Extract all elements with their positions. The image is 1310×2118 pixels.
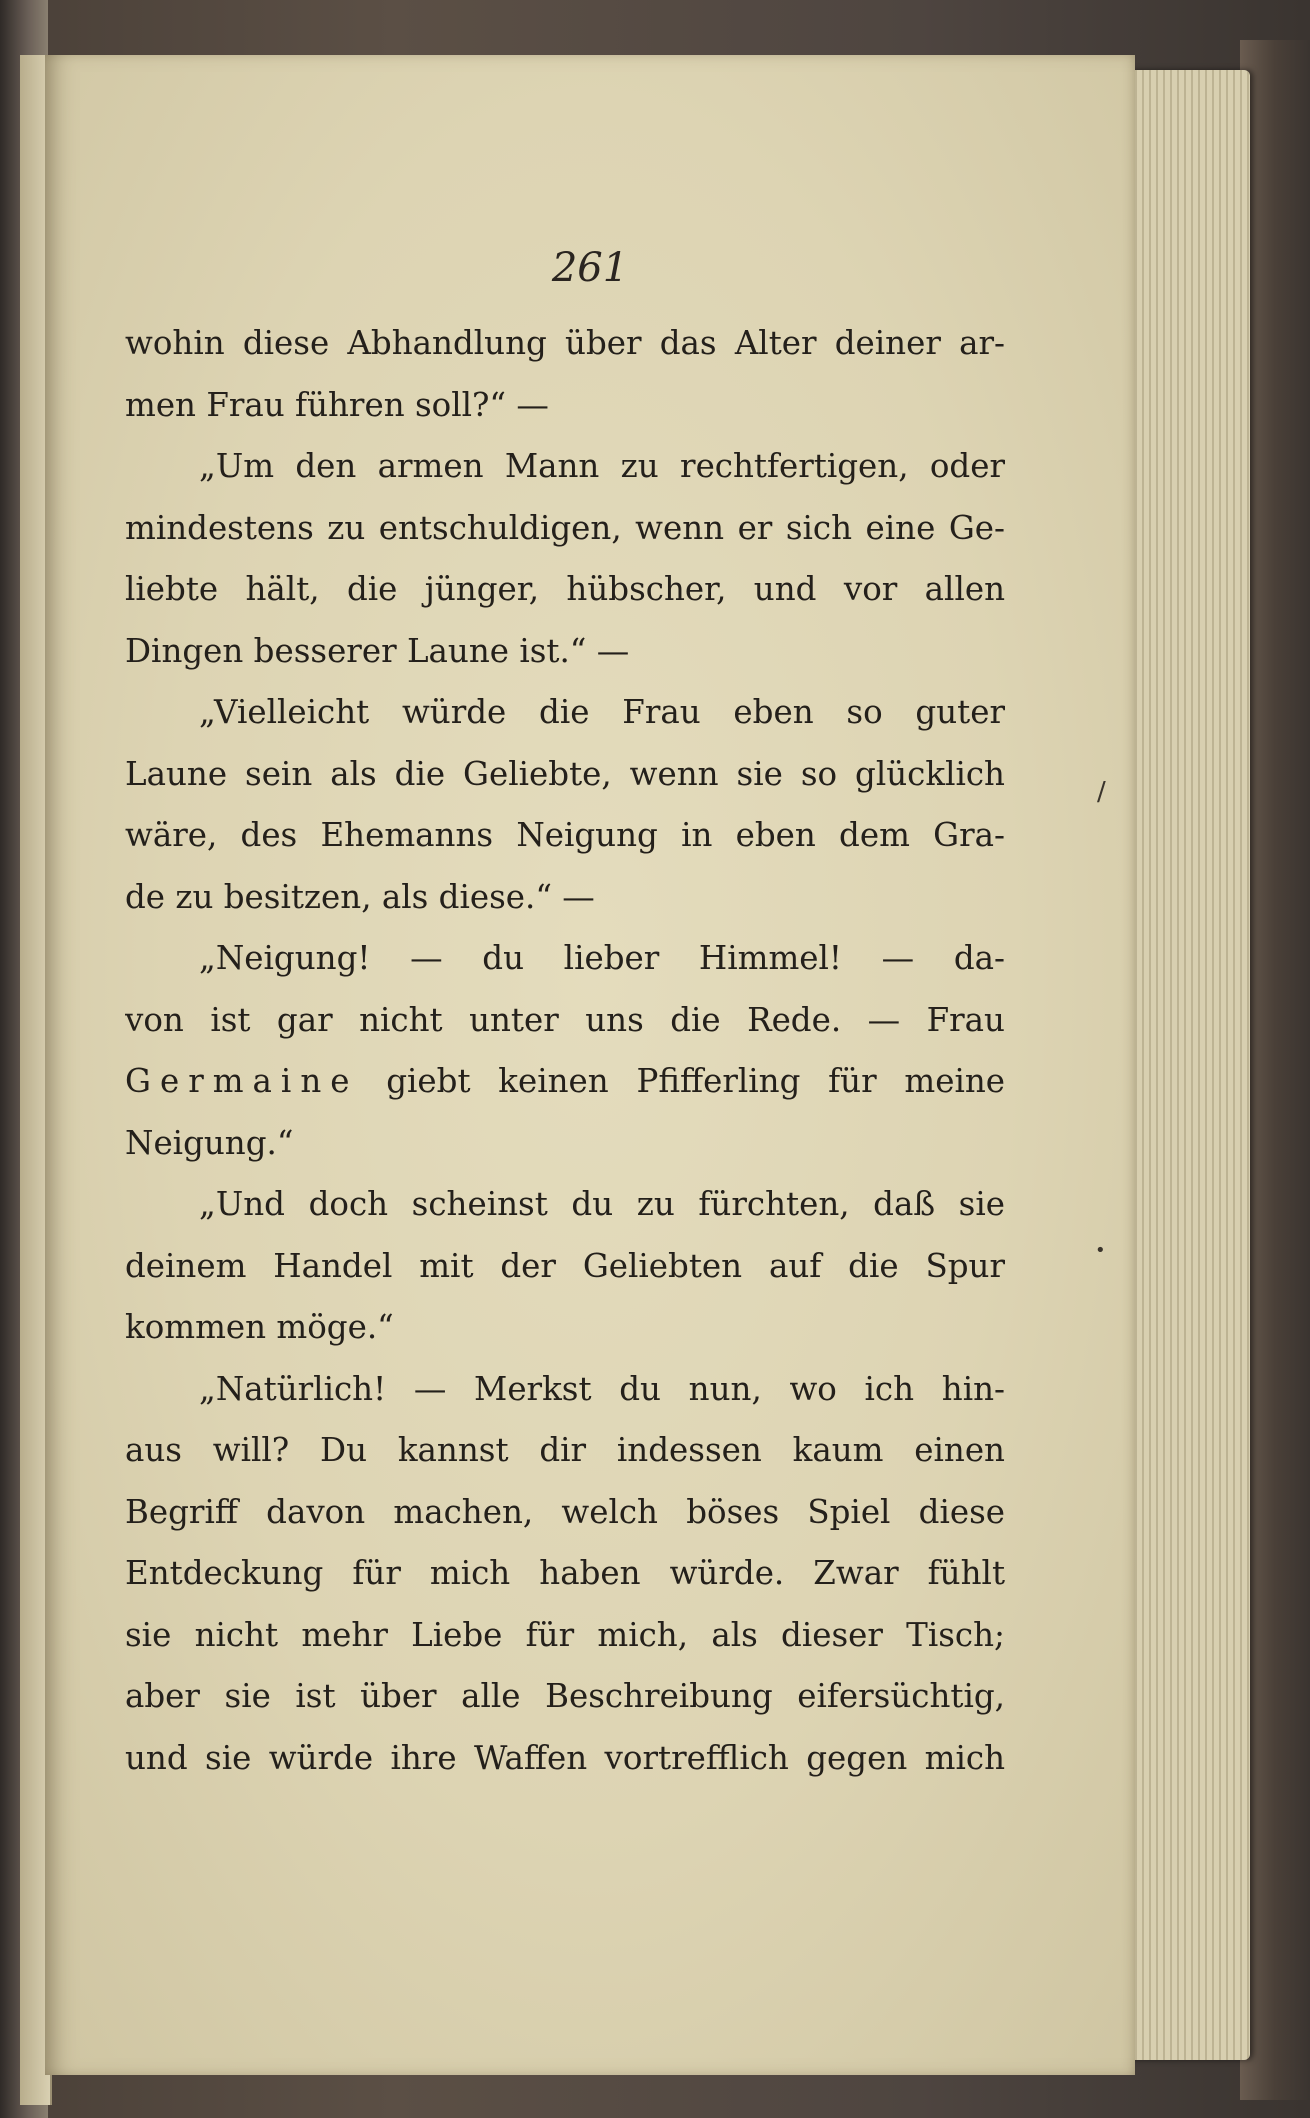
text-line-rest: giebt keinen Pfifferling für meine — [358, 1062, 1005, 1100]
text-line: „Um den armen Mann zu rechtfertigen, oder — [199, 447, 1005, 485]
text-line: kommen möge.“ — [125, 1308, 394, 1346]
text-line: von ist gar nicht unter uns die Rede. — Frau — [125, 1000, 1005, 1039]
text-line: wäre, des Ehemanns Neigung in eben dem Gra- — [125, 816, 1005, 854]
stray-mark-slash: / — [1097, 777, 1106, 807]
text-line: Neigung.“ — [125, 1123, 294, 1162]
page-edges — [1130, 70, 1250, 2060]
text-line: sie nicht mehr Liebe für mich, als dieser Tisch; — [125, 1615, 1005, 1654]
text-line: aus will? Du kannst dir indessen kaum einen — [125, 1431, 1005, 1469]
text-line: „Und doch scheinst du zu fürchten, daß sie — [199, 1185, 1005, 1223]
text-line: liebte hält, die jünger, hübscher, und vor allen — [125, 570, 1005, 608]
text-line: deinem Handel mit der Geliebten auf die Spur — [125, 1246, 1005, 1285]
text-line: „Natürlich! — Merkst du nun, wo ich hin- — [199, 1369, 1005, 1408]
text-line: wohin diese Abhandlung über das Alter deiner ar- — [125, 324, 1005, 362]
stray-mark-dot: • — [1095, 1240, 1106, 1261]
text-line: men Frau führen soll?“ — — [125, 385, 549, 424]
text-line: Begriff davon machen, welch böses Spiel diese — [125, 1492, 1005, 1531]
page-text — [125, 313, 1005, 1789]
spaced-name: Germaine — [125, 1062, 359, 1100]
text-line: mindestens zu entschuldigen, wenn er sich eine Ge- — [125, 508, 1005, 547]
text-line: und sie würde ihre Waffen vortrefflich gegen mich — [125, 1738, 1005, 1777]
text-line-spaced — [125, 1051, 1005, 1113]
book-page — [45, 55, 1135, 2075]
text-line: „Vielleicht würde die Frau eben so guter — [199, 693, 1005, 731]
text-line: Laune sein als die Geliebte, wenn sie so glücklich — [125, 754, 1005, 793]
text-line: aber sie ist über alle Beschreibung eifersüchtig, — [125, 1677, 1005, 1715]
text-line: Dingen besserer Laune ist.“ — — [125, 631, 630, 670]
book-cover-right — [1240, 40, 1310, 2100]
page-number: 261 — [551, 245, 629, 291]
text-line: Entdeckung für mich haben würde. Zwar fühlt — [125, 1554, 1005, 1592]
text-line: de zu besitzen, als diese.“ — — [125, 877, 595, 916]
text-line: „Neigung! — du lieber Himmel! — da- — [199, 939, 1005, 977]
